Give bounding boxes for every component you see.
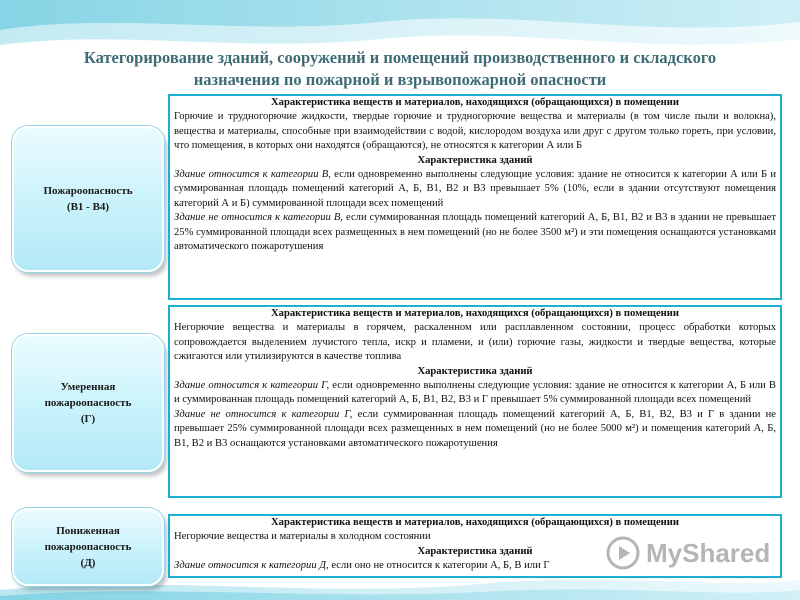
buildings-header: Характеристика зданий: [417, 365, 533, 377]
category-label-line: (Д): [80, 557, 96, 569]
category-label-line: (В1 - В4): [66, 201, 110, 213]
category-label-g: [12, 334, 164, 472]
category-g-description: [168, 305, 782, 498]
category-d-description: [168, 514, 782, 578]
rule-text: если суммированная площадь помещений категорий А, Б, В1, В2, В3 и Г в здании не превышает 25% суммированной площади всех размещенных в нем помещений (но не более 5000 м²) и помещения категорий А, Б, В1, В2 и В3 оснащаются установками автоматического пожаротушения: [174, 408, 776, 449]
substances-header: Характеристика веществ и материалов, находящихся (обращающихся) в помещении: [271, 517, 679, 528]
category-label-v1-v4: [12, 126, 164, 272]
substances-text: Горючие и трудногорючие жидкости, твердые горючие и трудногорючие вещества и материалы (в том числе пыли и волокна), вещества и материалы, способные при взаимодействии с водой, кислородом воздуха или друг с другом только гореть, при условии, что помещения, в которых они находятся (обращаются), не относятся к категории А или Б: [174, 111, 776, 152]
rule-text: если одновременно выполнены следующие условия: здание не относится к категории А, Б или В и суммированная площадь помещений категорий А, Б, В1, В2, В3 и Г превышает 5% суммированной площади всех помещений: [174, 380, 776, 406]
building-rule-included: [174, 379, 776, 408]
substances-text: Негорючие вещества и материалы в горячем, раскаленном или расплавленном состоянии, процесс обработки которых сопровождается выделением лучистого тепла, искр и пламени, и (или) горючие газы, жидкости и твердые вещества, которые сжигаются или утилизируются в качестве топлива: [174, 322, 776, 363]
category-label-line: пожароопасность: [44, 397, 132, 409]
building-rule-included: [174, 168, 776, 211]
substances-text: Негорючие вещества и материалы в холодном состоянии: [174, 531, 431, 543]
rule-italic: Здание относится к категории Г,: [174, 380, 330, 392]
substances-header: Характеристика веществ и материалов, находящихся (обращающихся) в помещении: [271, 308, 679, 319]
rule-italic: Здание относится к категории В,: [174, 169, 331, 181]
building-rule-excluded: [174, 211, 776, 254]
category-label-line: Пониженная: [56, 525, 120, 537]
rule-text: если оно не относится к категории А, Б, В или Г: [328, 560, 550, 572]
rule-text: если суммированная площадь помещений категорий А, Б, В1, В2 и В3 в здании не превышает 25% суммированной площади всех размещенных в нем помещений (но не более 3500 м²) и эти помещения оснащаются установками автоматического пожаротушения: [174, 212, 776, 253]
rule-italic: Здание не относится к категории Г,: [174, 408, 353, 420]
category-label-d: [12, 508, 164, 586]
category-label-line: пожароопасность: [44, 541, 132, 553]
rule-text: если одновременно выполнены следующие условия: здание не относится к категории А или Б и суммированная площадь помещений категорий А, Б, В1, В2 и В3 превышает 5% (10%, если в здании отсутствуют помещения категорий А и Б) суммированной площади всех помещений: [174, 169, 776, 209]
category-label-line: (Г): [80, 413, 96, 425]
substances-header: Характеристика веществ и материалов, находящихся (обращающихся) в помещении: [271, 97, 679, 108]
page-title: Категорирование зданий, сооружений и помещений производственного и складского назначения по пожарной и взрывопожарной опасности: [83, 48, 717, 89]
rule-italic: Здание не относится к категории В,: [174, 212, 343, 224]
category-label-line: Пожароопасность: [43, 185, 133, 197]
rule-italic: Здание относится к категории Д,: [174, 560, 329, 572]
buildings-header: Характеристика зданий: [417, 154, 533, 166]
building-rule-included: [174, 559, 776, 573]
watermark-text: MyShared: [646, 537, 771, 568]
building-rule-excluded: [174, 408, 776, 451]
buildings-header: Характеристика зданий: [417, 545, 533, 557]
category-v-description: [168, 94, 782, 300]
category-label-line: Умеренная: [60, 381, 116, 393]
